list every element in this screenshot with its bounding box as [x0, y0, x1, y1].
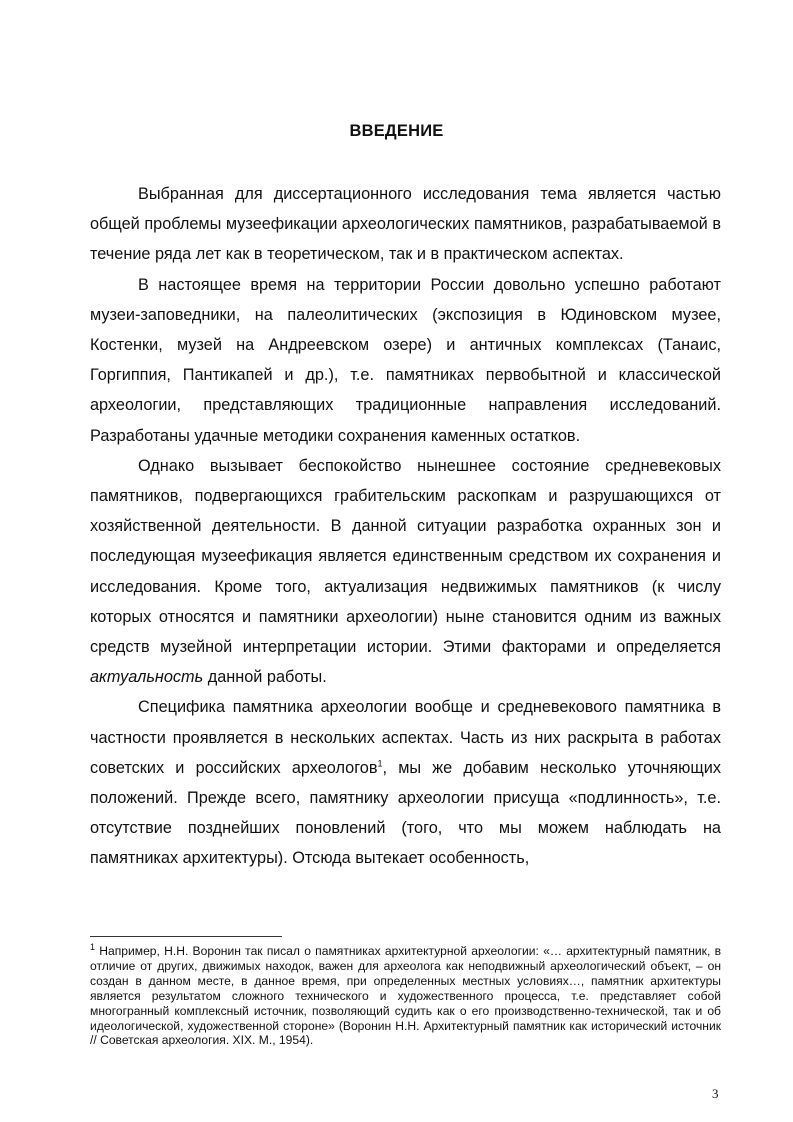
page-number: 3	[712, 1086, 719, 1101]
paragraph-4-end: , мы же добавим несколько уточняющих положений. Прежде всего, памятнику археологии присуща «подлинность», т.е. отсутствие позднейших поновлений (того, что мы можем наблюдать на памятниках архитектуры). Отсюда вытекает особенность,	[90, 758, 721, 868]
main-text	[90, 179, 721, 874]
paragraph-3-end: данной работы.	[203, 668, 327, 687]
paragraph-1: Выбранная для диссертационного исследования тема является частью общей проблемы музеефикации археологических памятников, разрабатываемой в течение ряда лет как в теоретическом, так и в практическом аспектах.	[90, 185, 721, 264]
paragraph-3	[90, 451, 721, 693]
footnote	[90, 941, 721, 1048]
emphasis-aktualnost: актуальность	[90, 668, 204, 687]
paragraph-3-text: Однако вызывает беспокойство нынешнее состояние средневековых памятников, подвергающихся грабительским раскопкам и разрушающихся от хозяйственной деятельности. В данной ситуации разработка охранных зон и последующая музеефикация является единственным средством их сохранения и исследования. Кроме того, актуализация недвижимых памятников (к числу которых относятся и памятники археологии) ныне становится одним из важных средств музейной интерпретации истории. Этими факторами и определяется	[90, 456, 721, 657]
footnote-text: Например, Н.Н. Воронин так писал о памятниках архитектурной археологии: «… архитектурный памятник, в отличие от других, движимых находок, важен для археолога как неподвижный археологический объект, – он создан в данном месте, в данное время, при определенных местных условиях…, памятник архитектуры является результатом сложного технического и художественного процесса, т.е. представляет собой многогранный комплексный источник, позволяющий судить как о его производственно-технической, так и об идеологической, художественной стороне» (Воронин Н.Н. Архитектурный памятник как исторический источник // Советская археология. XIX. М., 1954).	[90, 944, 721, 1048]
footnote-reference[interactable]: 1	[377, 758, 383, 769]
footnote-marker: 1	[90, 941, 96, 952]
paragraph-4-text: Специфика памятника археологии вообще и средневекового памятника в частности проявляется в нескольких аспектах. Часть из них раскрыта в работах советских и российских археологов	[90, 698, 721, 777]
page-title: ВВЕДЕНИЕ	[349, 122, 444, 140]
paragraph-2: В настоящее время на территории России довольно успешно работают музеи-заповедники, на палеолитических (экспозиция в Юдиновском музее, Костенки, музей на Андреевском озере) и античных комплексах (Танаис, Горгиппия, Пантикапей и др.), т.е. памятниках первобытной и классической археологии, представляющих традиционные направления исследований. Разработаны удачные методики сохранения каменных остатков.	[90, 275, 721, 445]
footnote-separator	[90, 936, 282, 937]
paragraph-4	[90, 692, 721, 873]
